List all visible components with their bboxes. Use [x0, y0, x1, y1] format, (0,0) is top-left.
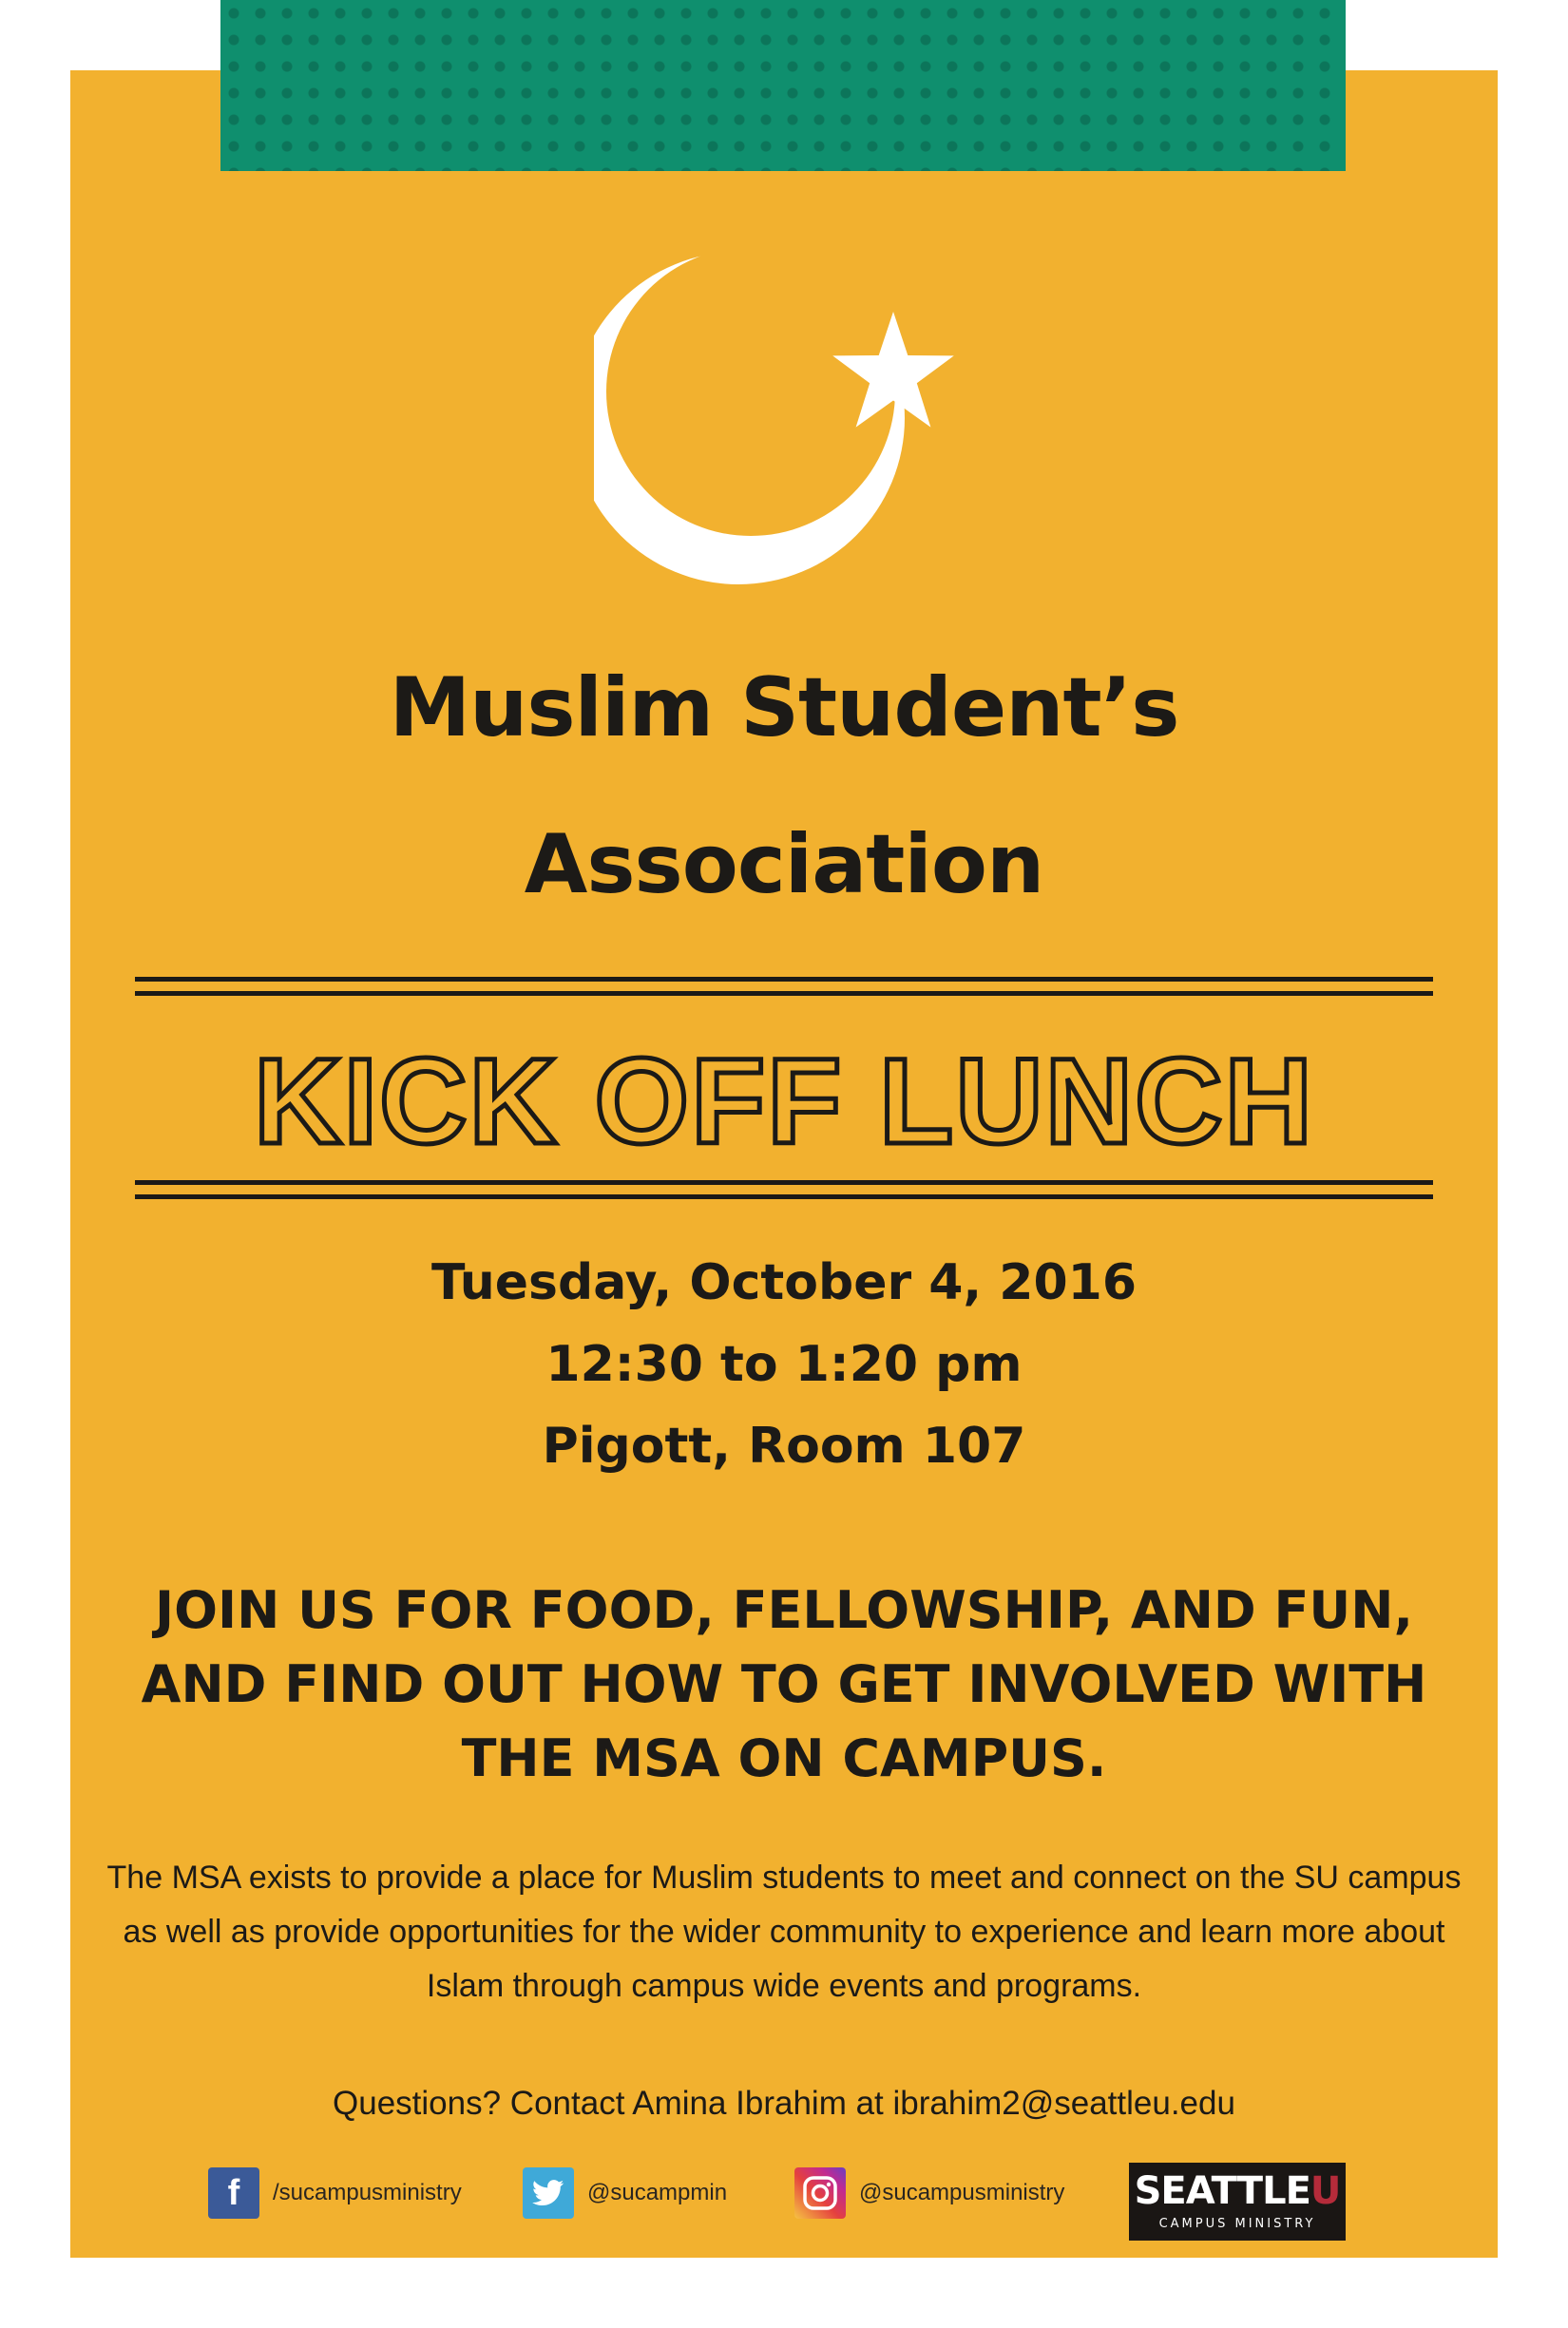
logo-subtitle: CAMPUS MINISTRY: [1158, 2217, 1316, 2231]
description-line: The MSA exists to provide a place for Muslim students to meet and connect on the SU campus: [106, 1860, 1462, 1896]
instagram-icon: [794, 2167, 846, 2219]
logo-name-main: SEATTLE: [1134, 2169, 1310, 2213]
description: [70, 1851, 1498, 2013]
crescent-star-icon: [594, 228, 974, 589]
org-name-line1: Muslim Student’s: [389, 660, 1179, 755]
cta-line: THE MSA ON CAMPUS.: [461, 1728, 1107, 1788]
description-line: Islam through campus wide events and programs.: [426, 1968, 1142, 2004]
social-instagram[interactable]: [794, 2166, 1064, 2220]
top-divider: [135, 977, 1433, 996]
twitter-handle: @sucampmin: [587, 2180, 728, 2205]
call-to-action: [70, 1574, 1498, 1796]
event-date: Tuesday, October 4, 2016: [430, 1254, 1138, 1311]
cta-line: AND FIND OUT HOW TO GET INVOLVED WITH: [141, 1654, 1427, 1714]
bottom-divider: [135, 1180, 1433, 1199]
seattleu-logo: [1129, 2163, 1346, 2241]
social-facebook[interactable]: [208, 2166, 462, 2220]
event-location: Pigott, Room 107: [542, 1418, 1026, 1475]
facebook-icon: f: [208, 2167, 259, 2219]
logo-name-accent: U: [1310, 2169, 1341, 2213]
cta-line: JOIN US FOR FOOD, FELLOWSHIP, AND FUN,: [155, 1580, 1413, 1640]
social-twitter[interactable]: [523, 2166, 727, 2220]
event-title: KICK OFF LUNCH: [254, 1034, 1314, 1170]
facebook-handle: /sucampusministry: [273, 2180, 462, 2205]
event-time: 12:30 to 1:20 pm: [545, 1336, 1023, 1393]
org-name-line2: Association: [524, 817, 1044, 912]
logo-name: [1129, 2163, 1346, 2216]
description-line: as well as provide opportunities for the wider community to experience and learn more about: [123, 1914, 1445, 1950]
event-details: [70, 1242, 1498, 1487]
twitter-icon: [523, 2167, 574, 2219]
contact-line: Questions? Contact Amina Ibrahim at ibrahim2@seattleu.edu: [333, 2085, 1235, 2122]
green-header-tab: [220, 0, 1346, 171]
instagram-handle: @sucampusministry: [859, 2180, 1065, 2205]
